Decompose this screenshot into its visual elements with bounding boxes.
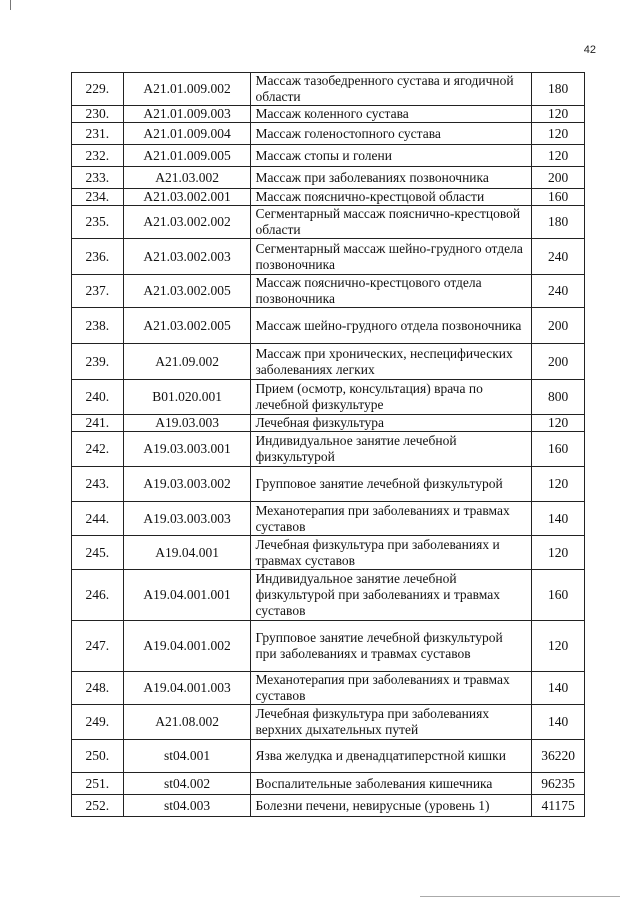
service-name: Сегментарный массаж пояснично-крестцовой области [251,206,532,239]
service-price: 36220 [532,740,585,773]
service-name: Групповое занятие лечебной физкультурой при заболеваниях и травмах суставов [251,621,532,672]
table-row [72,415,585,432]
row-number: 238. [72,308,124,344]
service-price: 200 [532,167,585,189]
service-code: A21.03.002.005 [123,308,251,344]
service-code: st04.002 [123,773,251,795]
table-row [72,239,585,275]
service-code: A19.03.003.001 [123,432,251,467]
table-row [72,275,585,308]
row-number: 237. [72,275,124,308]
table-row [72,123,585,145]
service-name: Воспалительные заболевания кишечника [251,773,532,795]
table-row [72,672,585,705]
service-price: 160 [532,432,585,467]
service-price: 120 [532,123,585,145]
service-name: Индивидуальное занятие лечебной физкультурой при заболеваниях и травмах суставов [251,570,532,621]
table-row [72,705,585,740]
service-code: A19.03.003 [123,415,251,432]
service-code: st04.001 [123,740,251,773]
service-price: 800 [532,380,585,415]
scan-bottom-line [420,896,620,897]
service-name: Массаж пояснично-крестцовой области [251,189,532,206]
service-price: 96235 [532,773,585,795]
table-row [72,167,585,189]
service-name: Механотерапия при заболеваниях и травмах суставов [251,502,532,536]
row-number: 241. [72,415,124,432]
service-name: Массаж голеностопного сустава [251,123,532,145]
service-code: A21.01.009.004 [123,123,251,145]
service-code: A21.03.002.002 [123,206,251,239]
service-code: A19.03.003.003 [123,502,251,536]
service-code: A21.03.002.005 [123,275,251,308]
table-row [72,795,585,817]
service-name: Массаж при заболеваниях позвоночника [251,167,532,189]
row-number: 247. [72,621,124,672]
row-number: 232. [72,145,124,167]
table-row [72,145,585,167]
row-number: 245. [72,536,124,570]
service-name: Массаж коленного сустава [251,106,532,123]
service-price: 41175 [532,795,585,817]
table-row [72,73,585,106]
service-name: Прием (осмотр, консультация) врача по лечебной физкультуре [251,380,532,415]
service-code: A21.03.002 [123,167,251,189]
row-number: 234. [72,189,124,206]
service-code: A21.01.009.005 [123,145,251,167]
service-name: Сегментарный массаж шейно-грудного отдела позвоночника [251,239,532,275]
service-code: A21.08.002 [123,705,251,740]
service-price: 120 [532,536,585,570]
row-number: 251. [72,773,124,795]
table-row [72,308,585,344]
row-number: 250. [72,740,124,773]
service-price: 200 [532,344,585,380]
service-price: 200 [532,308,585,344]
row-number: 230. [72,106,124,123]
row-number: 231. [72,123,124,145]
table-body [72,73,585,817]
table-row [72,432,585,467]
service-code: A21.03.002.003 [123,239,251,275]
service-code: st04.003 [123,795,251,817]
service-code: A19.04.001.001 [123,570,251,621]
table-row [72,467,585,502]
service-name: Массаж стопы и голени [251,145,532,167]
service-price: 160 [532,570,585,621]
service-price: 160 [532,189,585,206]
row-number: 252. [72,795,124,817]
service-price: 120 [532,467,585,502]
service-code: A21.03.002.001 [123,189,251,206]
service-code: A19.03.003.002 [123,467,251,502]
service-name: Лечебная физкультура при заболеваниях верхних дыхательных путей [251,705,532,740]
price-table [71,72,585,817]
row-number: 239. [72,344,124,380]
row-number: 243. [72,467,124,502]
service-name: Индивидуальное занятие лечебной физкультурой [251,432,532,467]
service-code: A21.01.009.003 [123,106,251,123]
table-row [72,206,585,239]
row-number: 229. [72,73,124,106]
service-name: Лечебная физкультура [251,415,532,432]
service-price: 120 [532,621,585,672]
service-code: A19.04.001.003 [123,672,251,705]
service-name: Лечебная физкультура при заболеваниях и травмах суставов [251,536,532,570]
service-price: 140 [532,705,585,740]
service-price: 140 [532,672,585,705]
service-code: B01.020.001 [123,380,251,415]
row-number: 242. [72,432,124,467]
table-row [72,621,585,672]
service-price: 240 [532,239,585,275]
scan-edge-mark [10,0,11,10]
service-price: 180 [532,206,585,239]
service-price: 120 [532,106,585,123]
row-number: 236. [72,239,124,275]
service-code: A19.04.001.002 [123,621,251,672]
table-row [72,740,585,773]
table-row [72,344,585,380]
row-number: 235. [72,206,124,239]
row-number: 246. [72,570,124,621]
row-number: 233. [72,167,124,189]
service-name: Болезни печени, невирусные (уровень 1) [251,795,532,817]
service-code: A21.01.009.002 [123,73,251,106]
service-name: Массаж пояснично-крестцового отдела позвоночника [251,275,532,308]
table-row [72,380,585,415]
page-number: 42 [583,44,596,56]
service-price: 120 [532,415,585,432]
service-name: Механотерапия при заболеваниях и травмах суставов [251,672,532,705]
service-price: 120 [532,145,585,167]
service-price: 240 [532,275,585,308]
service-code: A21.09.002 [123,344,251,380]
service-price: 180 [532,73,585,106]
row-number: 248. [72,672,124,705]
service-name: Групповое занятие лечебной физкультурой [251,467,532,502]
row-number: 244. [72,502,124,536]
table-row [72,106,585,123]
service-price: 140 [532,502,585,536]
table-row [72,189,585,206]
row-number: 249. [72,705,124,740]
service-name: Массаж тазобедренного сустава и ягодичной области [251,73,532,106]
table-row [72,570,585,621]
table-row [72,773,585,795]
service-name: Язва желудка и двенадцатиперстной кишки [251,740,532,773]
service-name: Массаж при хронических, неспецифических заболеваниях легких [251,344,532,380]
service-name: Массаж шейно-грудного отдела позвоночника [251,308,532,344]
service-code: A19.04.001 [123,536,251,570]
table-row [72,536,585,570]
row-number: 240. [72,380,124,415]
table-row [72,502,585,536]
